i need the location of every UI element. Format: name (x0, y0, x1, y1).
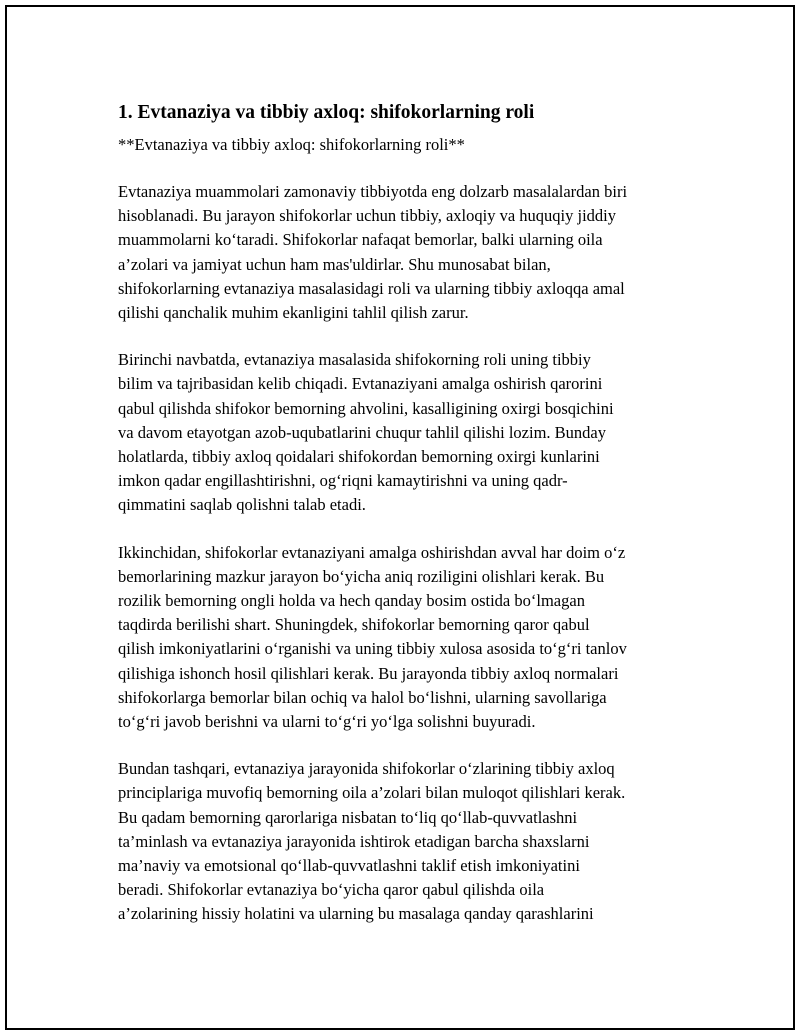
paragraph-line: Bundan tashqari, evtanaziya jarayonida shifokorlar o‘zlarining tibbiy axloq (118, 759, 615, 779)
paragraph-line: a’zolari va jamiyat uchun ham mas'uldirlar. Shu munosabat bilan, (118, 254, 551, 274)
paragraph-line: principlariga muvofiq bemorning oila a’zolari bilan muloqot qilishlari kerak. (118, 783, 626, 803)
paragraph-line: bemorlarining mazkur jarayon bo‘yicha aniq roziligini olishlari kerak. Bu (118, 566, 605, 586)
paragraph (118, 757, 698, 926)
document-subheading: **Evtanaziya va tibbiy axloq: shifokorlarning roli** (118, 135, 465, 154)
paragraph-line: muammolarni ko‘taradi. Shifokorlar nafaqat bemorlar, balki ularning oila (118, 230, 603, 250)
paragraph-line: shifokorlarning evtanaziya masalasidagi roli va ularning tibbiy axloqqa amal (118, 278, 625, 298)
paragraph-line: Bu qadam bemorning qarorlariga nisbatan to‘liq qo‘llab-quvvatlashni (118, 807, 578, 827)
paragraph-line: bilim va tajribasidan kelib chiqadi. Evtanaziyani amalga oshirish qarorini (118, 374, 603, 394)
document-heading: 1. Evtanaziya va tibbiy axloq: shifokorlarning roli (118, 102, 535, 123)
document-page (5, 5, 795, 1030)
paragraph-line: qilishiga ishonch hosil qilishlari kerak. Bu jarayonda tibbiy axloq normalari (118, 663, 619, 683)
paragraph-list (118, 180, 698, 927)
paragraph-line: qilish imkoniyatlarini o‘rganishi va uning tibbiy xulosa asosida to‘g‘ri tanlov (118, 639, 627, 659)
paragraph-line: Birinchi navbatda, evtanaziya masalasida shifokorning roli uning tibbiy (118, 350, 591, 370)
paragraph-line: taqdirda berilishi shart. Shuningdek, shifokorlar bemorning qaror qabul (118, 615, 590, 635)
paragraph-line: to‘g‘ri javob berishni va ularni to‘g‘ri yo‘lga solishni buyuradi. (118, 712, 536, 732)
paragraph-line: Evtanaziya muammolari zamonaviy tibbiyotda eng dolzarb masalalardan biri (118, 182, 628, 201)
paragraph-line: qimmatini saqlab qolishni talab etadi. (118, 495, 366, 515)
paragraph (118, 180, 698, 325)
paragraph-line: va davom etayotgan azob-uqubatlarini chuqur tahlil qilishi lozim. Bunday (118, 422, 607, 442)
paragraph-line: holatlarda, tibbiy axloq qoidalari shifokordan bemorning oxirgi kunlarini (118, 447, 600, 467)
paragraph-line: qabul qilishda shifokor bemorning ahvolini, kasalligining oxirgi bosqichini (118, 398, 614, 418)
paragraph-line: Ikkinchidan, shifokorlar evtanaziyani amalga oshirishdan avval har doim o‘z (118, 542, 626, 562)
paragraph-line: shifokorlarga bemorlar bilan ochiq va halol bo‘lishni, ularning savollariga (118, 687, 607, 707)
paragraph-line: imkon qadar engillashtirishni, og‘riqni kamaytirishni va uning qadr- (118, 471, 568, 491)
paragraph-line: qilishi qanchalik muhim ekanligini tahlil qilish zarur. (118, 303, 469, 323)
paragraph (118, 348, 698, 517)
paragraph-line: hisoblanadi. Bu jarayon shifokorlar uchun tibbiy, axloqiy va huquqiy jiddiy (118, 206, 616, 226)
paragraph-line: a’zolarining hissiy holatini va ularning bu masalaga qanday qarashlarini (118, 904, 594, 924)
document-body (118, 99, 698, 950)
paragraph (118, 541, 698, 735)
paragraph-line: ma’naviy va emotsional qo‘llab-quvvatlashni taklif etish imkoniyatini (118, 856, 580, 876)
paragraph-line: ta’minlash va evtanaziya jarayonida ishtirok etadigan barcha shaxslarni (118, 831, 590, 851)
paragraph-line: beradi. Shifokorlar evtanaziya bo‘yicha qaror qabul qilishda oila (118, 880, 545, 900)
paragraph-line: rozilik bemorning ongli holda va hech qanday bosim ostida bo‘lmagan (118, 591, 585, 611)
